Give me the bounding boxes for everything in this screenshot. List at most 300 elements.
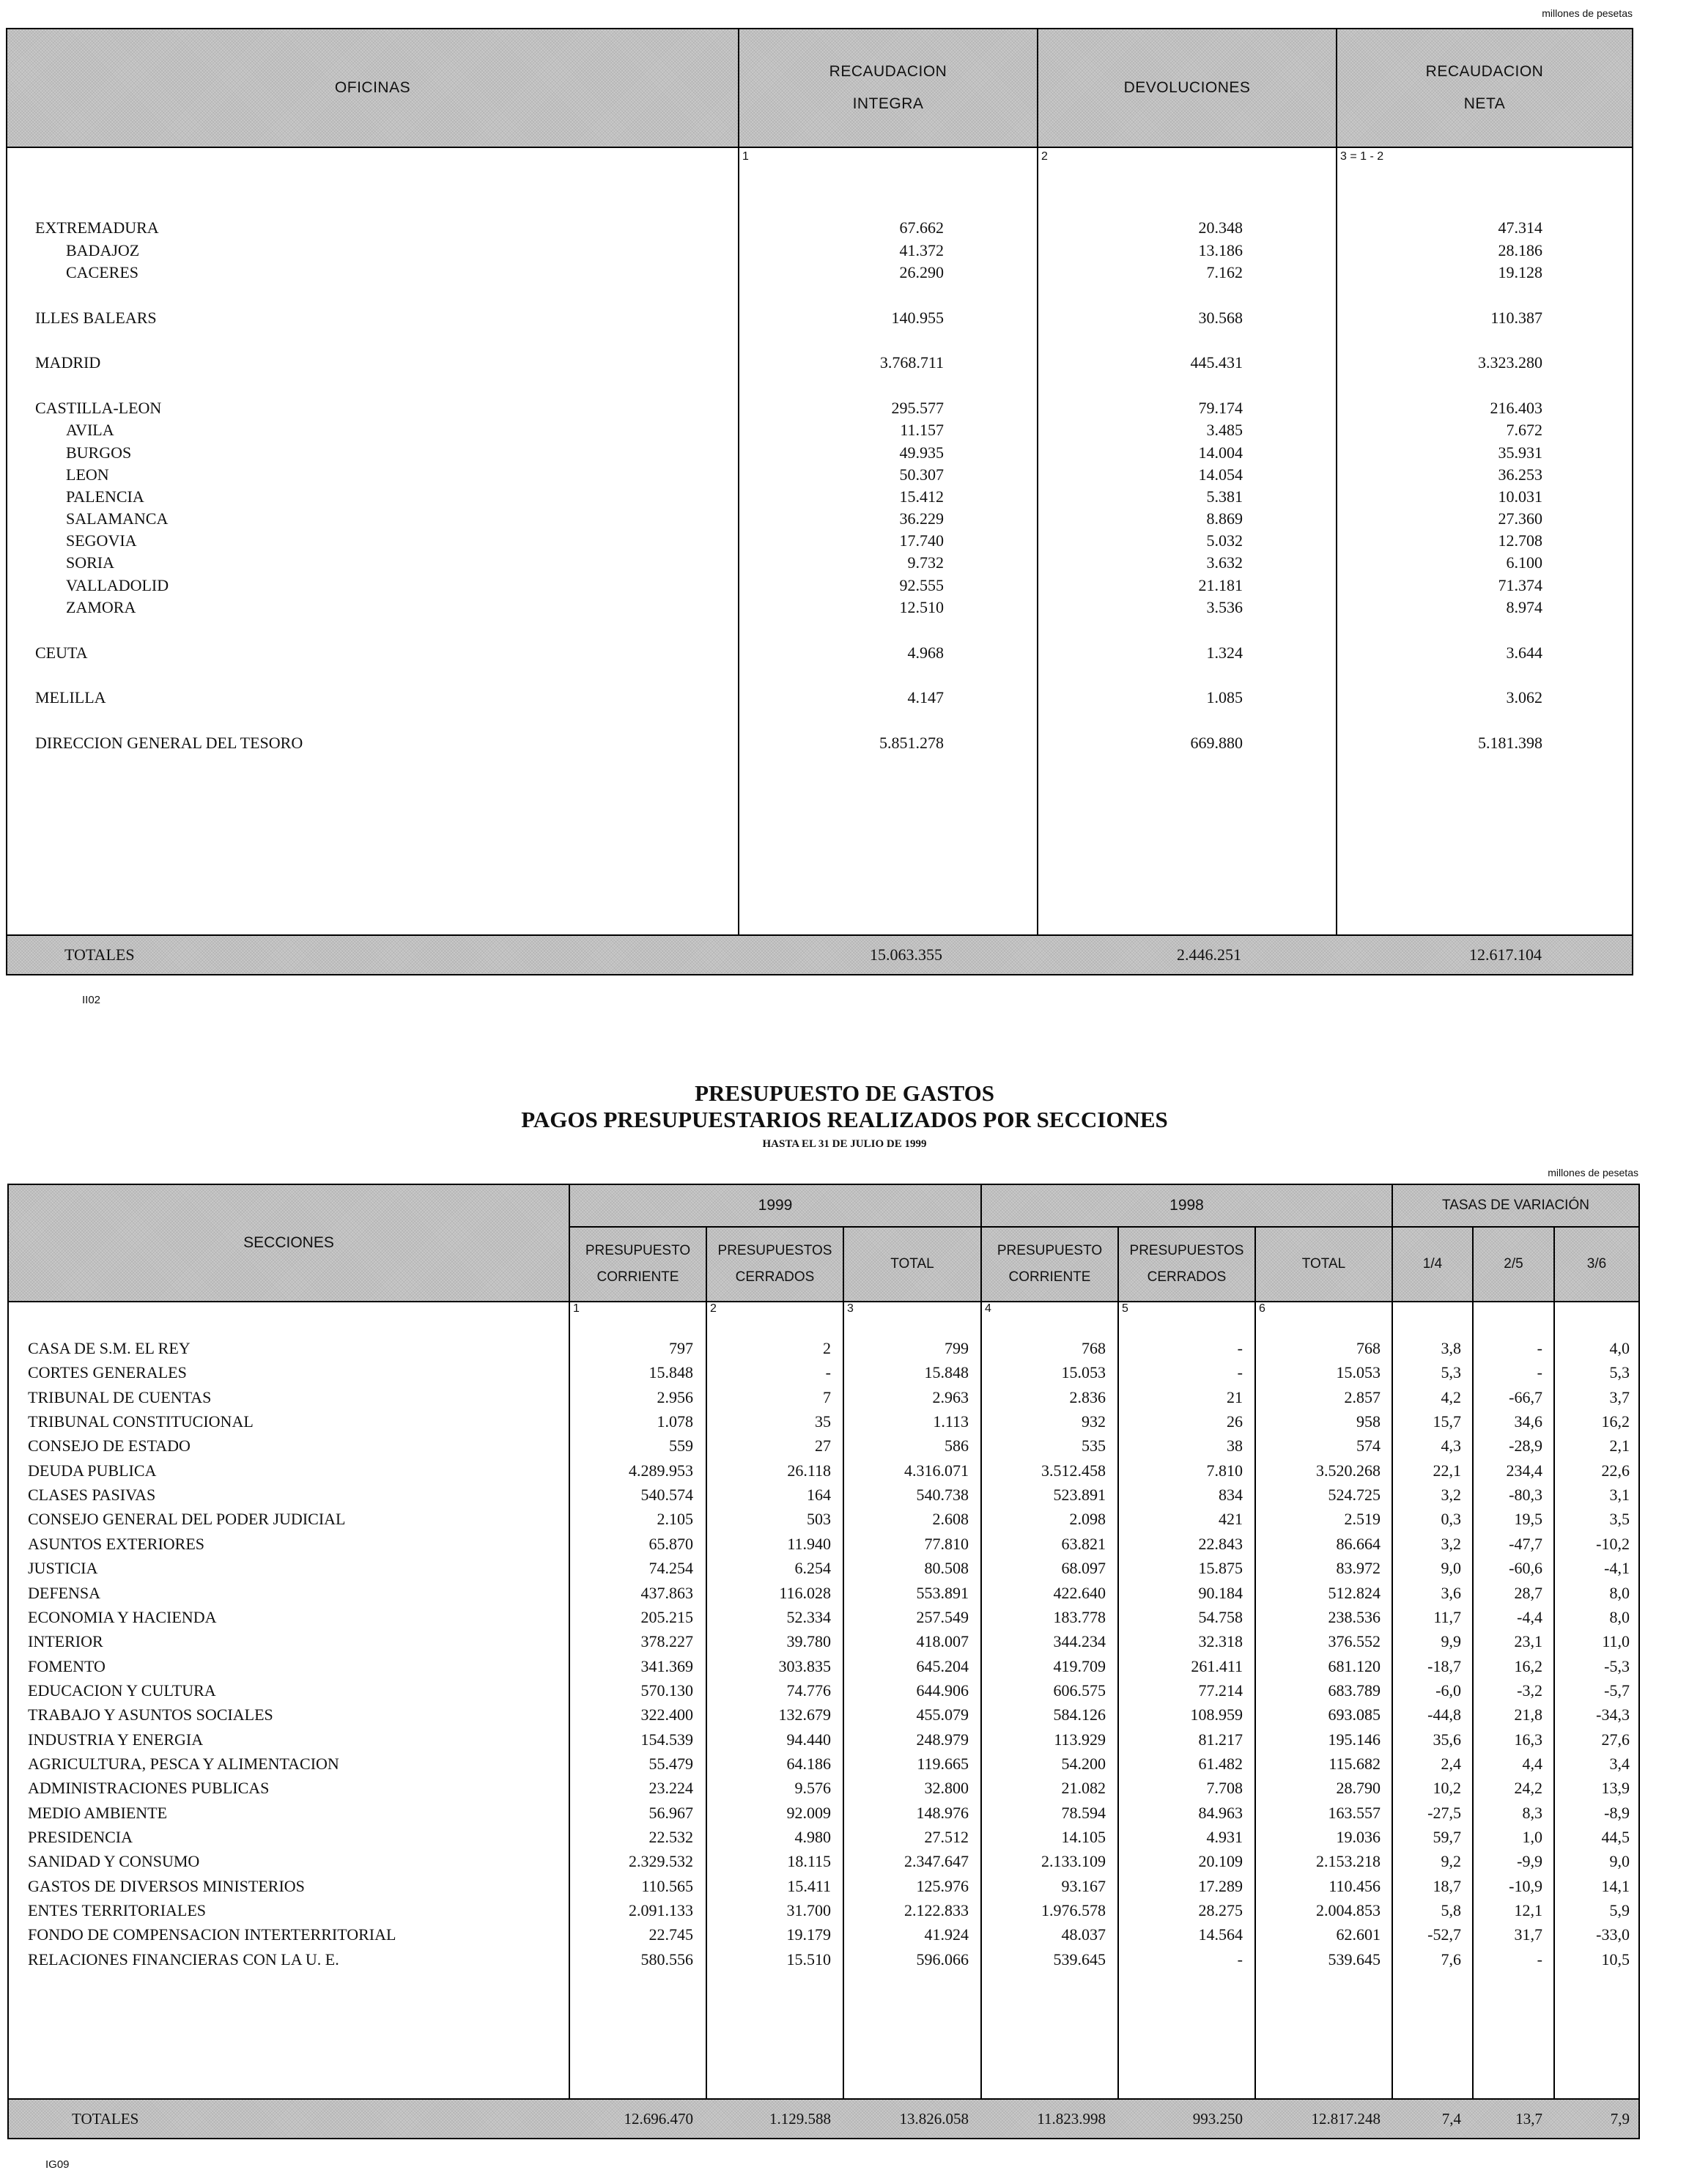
total-1999-value: 645.204 — [916, 1656, 969, 1675]
devoluciones-value: 5.381 — [1206, 487, 1243, 506]
seccion-name: RELACIONES FINANCIERAS CON LA U. E. — [28, 1949, 339, 1969]
total-1998-value: 2.004.853 — [1316, 1901, 1381, 1920]
table-row — [9, 1752, 1638, 1776]
tasa-2-5-value: -4,4 — [1517, 1607, 1542, 1626]
table1-unit-label: millones de pesetas — [1542, 7, 1633, 19]
total-1998-value: 524.725 — [1328, 1486, 1381, 1505]
presupuesto-corriente-1999-value: 110.565 — [641, 1876, 693, 1895]
table1-code: II02 — [82, 994, 101, 1006]
presupuesto-corriente-1998-value: 1.976.578 — [1041, 1901, 1106, 1920]
recaudacion-integra-value: 12.510 — [899, 598, 944, 616]
total-1999-value: 1.113 — [933, 1412, 969, 1431]
presupuestos-cerrados-1998-value: 421 — [1219, 1510, 1243, 1529]
recaudacion-integra-value: 26.290 — [899, 263, 944, 281]
presupuestos-cerrados-1998-value: 20.109 — [1198, 1852, 1243, 1871]
presupuesto-corriente-1999-value: 437.863 — [640, 1583, 693, 1602]
presupuestos-cerrados-1999-value: 64.186 — [786, 1754, 831, 1773]
tasa-3-6-value: 5,9 — [1609, 1901, 1630, 1920]
recaudacion-integra-value: 41.372 — [899, 241, 944, 259]
tasa-2-5-value: 8,3 — [1522, 1803, 1542, 1822]
presupuesto-corriente-1998-value: 68.097 — [1061, 1559, 1106, 1578]
presupuesto-corriente-1998-value: 113.929 — [1054, 1730, 1106, 1749]
total-1999-value: 27.512 — [924, 1828, 969, 1846]
total-1999-value: 2.963 — [932, 1387, 969, 1406]
devoluciones-value: 20.348 — [1198, 218, 1243, 237]
recaudacion-table — [6, 28, 1633, 975]
header-presupuesto-corriente-1998 — [982, 1228, 1117, 1301]
recaudacion-integra-value: 4.968 — [907, 643, 944, 662]
devoluciones-value: 3.485 — [1206, 421, 1243, 439]
oficina-name: LEON — [66, 465, 109, 484]
oficina-name: PALENCIA — [66, 487, 144, 506]
oficina-name: AVILA — [66, 421, 114, 439]
seccion-name: ECONOMIA Y HACIENDA — [28, 1607, 217, 1626]
table-row — [9, 1458, 1638, 1483]
seccion-name: SANIDAD Y CONSUMO — [28, 1852, 200, 1871]
tasa-2-5-value: 34,6 — [1514, 1412, 1542, 1431]
presupuestos-cerrados-1998-value: 17.289 — [1198, 1876, 1243, 1895]
presupuestos-cerrados-1999-value: 15.411 — [787, 1876, 831, 1895]
header-recaudacion-neta-line1: RECAUDACION — [1425, 63, 1544, 80]
total-1999-value: 418.007 — [916, 1632, 969, 1651]
presupuesto-corriente-1998-value: 419.709 — [1053, 1656, 1106, 1675]
table-row — [7, 575, 1632, 597]
t2-col-number-5: 5 — [1122, 1302, 1128, 1315]
devoluciones-value: 7.162 — [1206, 263, 1243, 281]
tasa-1-4-value: 22,1 — [1433, 1461, 1461, 1480]
presupuestos-cerrados-1999-value: 7 — [823, 1387, 831, 1406]
tasa-2-5-value: 1,0 — [1522, 1828, 1542, 1846]
t2-totals-tasa-3-6: 7,9 — [1610, 2110, 1630, 2128]
presupuestos-cerrados-1999-value: 164 — [807, 1486, 831, 1505]
tasa-2-5-value: 24,2 — [1514, 1779, 1542, 1798]
presupuesto-corriente-1999-value: 154.539 — [640, 1730, 693, 1749]
header-presupuesto-corriente-1998-line1: PRESUPUESTO — [997, 1243, 1103, 1258]
recaudacion-integra-value: 36.229 — [899, 509, 944, 528]
recaudacion-integra-value: 15.412 — [899, 487, 944, 506]
total-1998-value: 574 — [1356, 1436, 1381, 1456]
presupuestos-cerrados-1998-value: 261.411 — [1191, 1656, 1243, 1675]
table-row — [9, 1556, 1638, 1580]
presupuestos-cerrados-1998-value: 4.931 — [1206, 1828, 1243, 1846]
recaudacion-integra-value: 49.935 — [899, 443, 944, 462]
table-row — [9, 1360, 1638, 1384]
t2-totals-presupuestos-cerrados-1999: 1.129.588 — [769, 2110, 831, 2128]
table-row — [7, 597, 1632, 619]
table-row — [7, 240, 1632, 262]
presupuesto-corriente-1999-value: 580.556 — [640, 1949, 693, 1969]
presupuesto-corriente-1999-value: 22.532 — [648, 1828, 693, 1846]
presupuesto-corriente-1999-value: 378.227 — [640, 1632, 693, 1651]
oficina-name: MADRID — [35, 353, 101, 372]
presupuestos-cerrados-1998-value: 15.875 — [1198, 1559, 1243, 1578]
tasa-1-4-value: -6,0 — [1435, 1681, 1461, 1700]
header-rate-1-4: 1/4 — [1422, 1256, 1443, 1272]
header-presupuestos-cerrados-1998-line2: CERRADOS — [1147, 1269, 1227, 1285]
presupuesto-corriente-1999-value: 559 — [669, 1436, 693, 1456]
seccion-name: FOMENTO — [28, 1656, 106, 1675]
table-row — [9, 1825, 1638, 1849]
t2-totals-presupuesto-corriente-1999: 12.696.470 — [624, 2110, 693, 2128]
presupuesto-corriente-1999-value: 341.369 — [640, 1656, 693, 1675]
t2-col-number-6: 6 — [1259, 1302, 1265, 1315]
oficina-name: CASTILLA-LEON — [35, 399, 162, 417]
presupuesto-corriente-1998-value: 606.575 — [1053, 1681, 1106, 1700]
seccion-name: ASUNTOS EXTERIORES — [28, 1534, 205, 1553]
presupuestos-cerrados-1999-value: 94.440 — [786, 1730, 831, 1749]
presupuestos-cerrados-1999-value: 6.254 — [794, 1559, 831, 1578]
presupuestos-cerrados-1998-value: 21 — [1227, 1387, 1243, 1406]
oficina-name: CACERES — [66, 263, 139, 281]
presupuestos-cerrados-1999-value: 15.510 — [786, 1949, 831, 1969]
presupuestos-cerrados-1999-value: 26.118 — [787, 1461, 831, 1480]
presupuesto-corriente-1998-value: 539.645 — [1053, 1949, 1106, 1969]
presupuestos-cerrados-1998-value: 84.963 — [1198, 1803, 1243, 1822]
total-1998-value: 238.536 — [1328, 1607, 1381, 1626]
tasa-1-4-value: 18,7 — [1433, 1876, 1461, 1895]
total-1999-value: 77.810 — [924, 1534, 969, 1553]
presupuesto-corriente-1999-value: 2.329.532 — [629, 1852, 693, 1871]
tasa-2-5-value: - — [1537, 1339, 1542, 1357]
header-presupuesto-corriente-1998-line2: CORRIENTE — [1008, 1269, 1091, 1285]
oficina-name: SEGOVIA — [66, 531, 137, 550]
table-row — [9, 1727, 1638, 1752]
total-1999-value: 4.316.071 — [904, 1461, 969, 1480]
table-row — [7, 530, 1632, 552]
presupuesto-corriente-1998-value: 21.082 — [1061, 1779, 1106, 1798]
tasa-3-6-value: -5,7 — [1604, 1681, 1630, 1700]
presupuestos-cerrados-1998-value: 14.564 — [1198, 1925, 1243, 1944]
recaudacion-neta-value: 3.062 — [1506, 688, 1542, 707]
presupuesto-corriente-1999-value: 74.254 — [648, 1559, 693, 1578]
total-1998-value: 62.601 — [1336, 1925, 1381, 1944]
oficina-name: MELILLA — [35, 688, 106, 707]
oficina-name: DIRECCION GENERAL DEL TESORO — [35, 734, 303, 752]
header-year-1999: 1999 — [758, 1197, 793, 1214]
presupuestos-cerrados-1998-value: 26 — [1227, 1412, 1243, 1431]
tasa-2-5-value: 28,7 — [1514, 1583, 1542, 1602]
presupuesto-corriente-1998-value: 2.133.109 — [1041, 1852, 1106, 1871]
presupuesto-corriente-1999-value: 1.078 — [657, 1412, 693, 1431]
header-presupuesto-corriente-1999-line2: CORRIENTE — [596, 1269, 679, 1285]
tasa-1-4-value: 9,0 — [1441, 1559, 1461, 1578]
header-total-1998: TOTAL — [1301, 1256, 1346, 1272]
tasa-3-6-value: 22,6 — [1601, 1461, 1630, 1480]
tasa-2-5-value: 16,3 — [1514, 1730, 1542, 1749]
total-1999-value: 553.891 — [916, 1583, 969, 1602]
t2-totals-label: TOTALES — [72, 2110, 139, 2128]
devoluciones-value: 445.431 — [1190, 353, 1243, 372]
tasa-2-5-value: -80,3 — [1509, 1486, 1542, 1505]
totals-devoluciones: 2.446.251 — [1177, 945, 1241, 964]
presupuestos-cerrados-1999-value: 503 — [807, 1510, 831, 1529]
oficina-name: BADAJOZ — [66, 241, 140, 259]
total-1999-value: 119.665 — [917, 1754, 969, 1773]
tasa-2-5-value: 234,4 — [1506, 1461, 1542, 1480]
header-recaudacion-neta-line2: NETA — [1463, 95, 1506, 112]
col-number-1: 1 — [742, 150, 749, 163]
tasa-1-4-value: 35,6 — [1433, 1730, 1461, 1749]
header-presupuesto-corriente-1999 — [570, 1228, 706, 1301]
recaudacion-integra-value: 295.577 — [891, 399, 944, 417]
oficina-name: ZAMORA — [66, 598, 136, 616]
table-row — [7, 352, 1632, 374]
tasa-3-6-value: 3,7 — [1609, 1387, 1630, 1406]
tasa-1-4-value: 59,7 — [1433, 1828, 1461, 1846]
total-1999-value: 2.347.647 — [904, 1852, 969, 1871]
table-row — [9, 1776, 1638, 1800]
tasa-1-4-value: 0,3 — [1441, 1510, 1461, 1529]
total-1999-value: 455.079 — [916, 1705, 969, 1724]
tasa-2-5-value: -66,7 — [1509, 1387, 1542, 1406]
seccion-name: TRIBUNAL DE CUENTAS — [28, 1387, 212, 1406]
t2-totals-total-1998: 12.817.248 — [1311, 2110, 1381, 2128]
presupuesto-corriente-1999-value: 4.289.953 — [629, 1461, 693, 1480]
presupuestos-cerrados-1999-value: 11.940 — [787, 1534, 831, 1553]
recaudacion-integra-value: 5.851.278 — [879, 734, 944, 752]
recaudacion-integra-value: 9.732 — [907, 553, 944, 572]
table-row — [9, 1409, 1638, 1434]
oficina-name: SORIA — [66, 553, 115, 572]
total-1999-value: 596.066 — [916, 1949, 969, 1969]
presupuestos-cerrados-1999-value: 27 — [815, 1436, 831, 1456]
presupuesto-corriente-1999-value: 2.956 — [657, 1387, 693, 1406]
presupuesto-corriente-1998-value: 3.512.458 — [1041, 1461, 1106, 1480]
header-presupuestos-cerrados-1999 — [707, 1228, 843, 1301]
table-row — [7, 307, 1632, 329]
presupuestos-cerrados-1998-value: - — [1237, 1949, 1243, 1969]
devoluciones-value: 669.880 — [1190, 734, 1243, 752]
recaudacion-neta-value: 7.672 — [1506, 421, 1542, 439]
oficina-name: CEUTA — [35, 643, 88, 662]
table2-unit-label: millones de pesetas — [1548, 1167, 1638, 1178]
total-1998-value: 15.053 — [1336, 1363, 1381, 1382]
table-row — [7, 217, 1632, 239]
seccion-name: INTERIOR — [28, 1632, 103, 1651]
devoluciones-value: 1.324 — [1206, 643, 1243, 662]
tasa-3-6-value: 9,0 — [1609, 1852, 1630, 1871]
table-row — [7, 552, 1632, 574]
tasa-2-5-value: - — [1537, 1949, 1542, 1969]
table-row — [9, 1629, 1638, 1653]
devoluciones-value: 79.174 — [1198, 399, 1243, 417]
presupuestos-cerrados-1998-value: 81.217 — [1198, 1730, 1243, 1749]
oficina-name: BURGOS — [66, 443, 132, 462]
tasa-3-6-value: -34,3 — [1596, 1705, 1630, 1724]
total-1998-value: 195.146 — [1328, 1730, 1381, 1749]
recaudacion-neta-value: 8.974 — [1506, 598, 1542, 616]
presupuesto-corriente-1998-value: 15.053 — [1061, 1363, 1106, 1382]
tasa-2-5-value: 21,8 — [1514, 1705, 1542, 1724]
recaudacion-neta-value: 5.181.398 — [1478, 734, 1542, 752]
total-1998-value: 115.682 — [1328, 1754, 1381, 1773]
tasa-1-4-value: -44,8 — [1427, 1705, 1461, 1724]
table-row — [9, 1947, 1638, 1971]
tasa-3-6-value: 16,2 — [1601, 1412, 1630, 1431]
table-row — [9, 1849, 1638, 1873]
tasa-1-4-value: 3,6 — [1441, 1583, 1461, 1602]
tasa-2-5-value: -28,9 — [1509, 1436, 1542, 1456]
oficina-name: VALLADOLID — [66, 576, 169, 594]
total-1998-value: 19.036 — [1336, 1828, 1381, 1846]
total-1998-value: 3.520.268 — [1316, 1461, 1381, 1480]
total-1999-value: 80.508 — [924, 1559, 969, 1578]
presupuesto-corriente-1998-value: 183.778 — [1053, 1607, 1106, 1626]
t2-totals-tasa-1-4: 7,4 — [1441, 2110, 1461, 2128]
t2-col-number-3: 3 — [847, 1302, 854, 1315]
table-row — [9, 1678, 1638, 1702]
total-1998-value: 2.519 — [1344, 1510, 1381, 1529]
tasa-2-5-value: 12,1 — [1514, 1901, 1542, 1920]
presupuestos-cerrados-1999-value: 35 — [815, 1412, 831, 1431]
total-1999-value: 41.924 — [924, 1925, 969, 1944]
tasa-2-5-value: -9,9 — [1517, 1852, 1542, 1871]
presupuesto-corriente-1999-value: 322.400 — [640, 1705, 693, 1724]
presupuesto-corriente-1998-value: 2.836 — [1069, 1387, 1106, 1406]
table-row — [7, 262, 1632, 284]
total-1999-value: 32.800 — [924, 1779, 969, 1798]
tasa-2-5-value: -47,7 — [1509, 1534, 1542, 1553]
devoluciones-value: 30.568 — [1198, 309, 1243, 327]
tasa-2-5-value: 31,7 — [1514, 1925, 1542, 1944]
recaudacion-integra-value: 11.157 — [900, 421, 944, 439]
table-row — [7, 732, 1632, 754]
tasa-3-6-value: -10,2 — [1596, 1534, 1630, 1553]
presupuestos-cerrados-1999-value: 2 — [823, 1339, 831, 1357]
table-row — [7, 486, 1632, 508]
table-row — [7, 464, 1632, 486]
table-row — [9, 1532, 1638, 1556]
total-1999-value: 644.906 — [916, 1681, 969, 1700]
tasa-3-6-value: 5,3 — [1609, 1363, 1630, 1382]
seccion-name: DEFENSA — [28, 1583, 101, 1602]
header-recaudacion-integra-line1: RECAUDACION — [829, 63, 947, 80]
seccion-name: CORTES GENERALES — [28, 1363, 187, 1382]
table-row — [9, 1605, 1638, 1629]
total-1999-value: 125.976 — [916, 1876, 969, 1895]
tasa-3-6-value: -8,9 — [1604, 1803, 1630, 1822]
seccion-name: GASTOS DE DIVERSOS MINISTERIOS — [28, 1876, 305, 1895]
presupuesto-corriente-1999-value: 15.848 — [648, 1363, 693, 1382]
total-1999-value: 148.976 — [916, 1803, 969, 1822]
tasa-1-4-value: 4,3 — [1441, 1436, 1461, 1456]
oficina-name: EXTREMADURA — [35, 218, 159, 237]
t2-totals-tasa-2-5: 13,7 — [1515, 2110, 1542, 2128]
table-row — [9, 1922, 1638, 1947]
total-1999-value: 257.549 — [916, 1607, 969, 1626]
presupuestos-cerrados-1998-value: 61.482 — [1198, 1754, 1243, 1773]
total-1999-value: 799 — [945, 1339, 969, 1357]
devoluciones-value: 3.632 — [1206, 553, 1243, 572]
total-1998-value: 768 — [1356, 1339, 1381, 1357]
seccion-name: EDUCACION Y CULTURA — [28, 1681, 216, 1700]
total-1999-value: 2.608 — [932, 1510, 969, 1529]
header-devoluciones: DEVOLUCIONES — [1123, 79, 1251, 96]
table-row — [9, 1336, 1638, 1360]
presupuestos-cerrados-1999-value: 4.980 — [794, 1828, 831, 1846]
devoluciones-value: 21.181 — [1198, 576, 1243, 594]
totals-integra: 15.063.355 — [870, 945, 942, 964]
tasa-3-6-value: 27,6 — [1601, 1730, 1630, 1749]
presupuestos-cerrados-1999-value: 74.776 — [786, 1681, 831, 1700]
tasa-1-4-value: 3,2 — [1441, 1534, 1461, 1553]
tasa-3-6-value: 11,0 — [1602, 1632, 1630, 1651]
presupuestos-cerrados-1998-value: 32.318 — [1198, 1632, 1243, 1651]
table1-totals-row — [7, 934, 1632, 974]
header-recaudacion-neta — [1337, 29, 1632, 147]
tasa-1-4-value: -52,7 — [1427, 1925, 1461, 1944]
recaudacion-integra-value: 50.307 — [899, 465, 944, 484]
tasa-3-6-value: 2,1 — [1609, 1436, 1630, 1456]
total-1998-value: 2.153.218 — [1316, 1852, 1381, 1871]
recaudacion-neta-value: 27.360 — [1498, 509, 1542, 528]
header-presupuestos-cerrados-1999-line1: PRESUPUESTOS — [717, 1243, 832, 1258]
presupuesto-corriente-1998-value: 93.167 — [1061, 1876, 1106, 1895]
table-row — [7, 397, 1632, 419]
header-presupuestos-cerrados-1998-line1: PRESUPUESTOS — [1129, 1243, 1244, 1258]
tasa-2-5-value: 16,2 — [1514, 1656, 1542, 1675]
col-number-2: 2 — [1041, 150, 1048, 163]
oficina-name: SALAMANCA — [66, 509, 169, 528]
presupuestos-cerrados-1998-value: 22.843 — [1198, 1534, 1243, 1553]
recaudacion-integra-value: 67.662 — [899, 218, 944, 237]
presupuestos-cerrados-1999-value: 9.576 — [794, 1779, 831, 1798]
seccion-name: ENTES TERRITORIALES — [28, 1901, 207, 1920]
presupuestos-cerrados-1999-value: - — [825, 1363, 831, 1382]
total-1998-value: 110.456 — [1328, 1876, 1381, 1895]
header-secciones: SECCIONES — [243, 1234, 334, 1251]
header-recaudacion-integra-line2: INTEGRA — [852, 95, 924, 112]
recaudacion-neta-value: 6.100 — [1506, 553, 1542, 572]
tasa-3-6-value: 3,1 — [1609, 1486, 1630, 1505]
presupuestos-cerrados-1999-value: 132.679 — [778, 1705, 831, 1724]
table-row — [7, 419, 1632, 441]
table-row — [9, 1483, 1638, 1507]
table-row — [7, 442, 1632, 464]
presupuesto-corriente-1999-value: 55.479 — [648, 1754, 693, 1773]
tasa-3-6-value: 4,0 — [1609, 1339, 1630, 1357]
tasa-3-6-value: 13,9 — [1601, 1779, 1630, 1798]
devoluciones-value: 14.004 — [1198, 443, 1243, 462]
presupuestos-cerrados-1998-value: - — [1237, 1363, 1243, 1382]
presupuesto-corriente-1998-value: 14.105 — [1061, 1828, 1106, 1846]
tasa-3-6-value: -33,0 — [1596, 1925, 1630, 1944]
seccion-name: CLASES PASIVAS — [28, 1486, 156, 1505]
devoluciones-value: 8.869 — [1206, 509, 1243, 528]
presupuestos-cerrados-1998-value: 834 — [1219, 1486, 1243, 1505]
seccion-name: ADMINISTRACIONES PUBLICAS — [28, 1779, 270, 1798]
tasa-1-4-value: 7,6 — [1441, 1949, 1461, 1969]
tasa-1-4-value: 2,4 — [1441, 1754, 1461, 1773]
tasa-3-6-value: -4,1 — [1604, 1559, 1630, 1578]
tasa-3-6-value: 8,0 — [1609, 1607, 1630, 1626]
seccion-name: JUSTICIA — [28, 1559, 98, 1578]
totals-label: TOTALES — [64, 945, 135, 964]
tasa-1-4-value: 5,3 — [1441, 1363, 1461, 1382]
total-1998-value: 681.120 — [1328, 1656, 1381, 1675]
presupuesto-corriente-1999-value: 540.574 — [640, 1486, 693, 1505]
tasa-1-4-value: 5,8 — [1441, 1901, 1461, 1920]
total-1999-value: 540.738 — [916, 1486, 969, 1505]
devoluciones-value: 3.536 — [1206, 598, 1243, 616]
recaudacion-integra-value: 140.955 — [891, 309, 944, 327]
page-subtitle: PAGOS PRESUPUESTARIOS REALIZADOS POR SECCIONES — [521, 1107, 1168, 1132]
header-oficinas: OFICINAS — [334, 79, 411, 96]
recaudacion-integra-value: 92.555 — [899, 576, 944, 594]
tasa-1-4-value: 4,2 — [1441, 1387, 1461, 1406]
presupuestos-cerrados-1999-value: 18.115 — [787, 1852, 831, 1871]
presupuestos-cerrados-1999-value: 116.028 — [779, 1583, 831, 1602]
